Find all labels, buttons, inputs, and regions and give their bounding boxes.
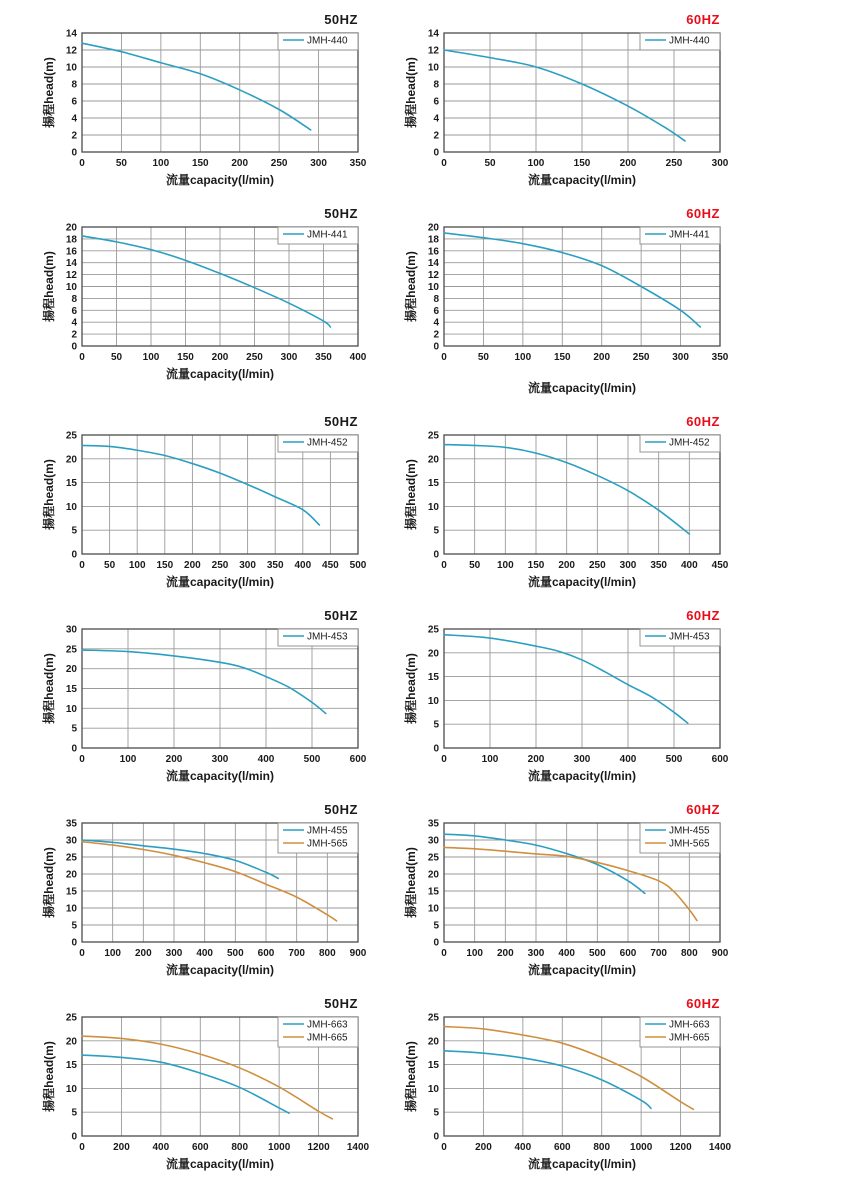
x-axis-label: 流量capacity(l/min)	[527, 1157, 637, 1171]
y-axis-label: 揚程head(m)	[42, 251, 56, 322]
x-tick-label: 1000	[268, 1142, 291, 1153]
x-tick-label: 600	[257, 948, 275, 959]
x-tick-label: 700	[650, 948, 668, 959]
x-tick-label: 300	[165, 948, 183, 959]
x-axis-label: 流量capacity(l/min)	[165, 769, 275, 783]
x-tick-label: 400	[558, 948, 576, 959]
pump-curve-chart	[404, 12, 744, 188]
x-tick-label: 500	[226, 948, 244, 959]
x-tick-label: 800	[680, 948, 698, 959]
y-tick-label: 20	[65, 222, 77, 234]
y-tick-label: 6	[433, 96, 439, 108]
x-tick-label: 900	[349, 948, 367, 959]
plot-border	[82, 33, 358, 152]
y-tick-label: 10	[65, 282, 77, 293]
x-tick-label: 100	[466, 948, 484, 959]
pump-curve-chart	[42, 608, 382, 784]
chart-title-frequency: 50HZ	[324, 802, 358, 817]
x-tick-label: 0	[441, 948, 447, 959]
y-tick-label: 0	[71, 743, 77, 755]
x-tick-label: 300	[711, 158, 729, 169]
x-axis-label: 流量capacity(l/min)	[165, 1157, 275, 1171]
y-tick-label: 0	[71, 341, 77, 353]
y-tick-label: 25	[65, 852, 77, 864]
y-tick-label: 15	[65, 478, 77, 490]
y-axis-label: 揚程head(m)	[42, 57, 56, 128]
y-axis-label: 揚程head(m)	[42, 653, 56, 724]
y-tick-label: 25	[65, 430, 77, 442]
x-tick-label: 250	[665, 158, 683, 169]
x-tick-label: 200	[558, 560, 576, 571]
plot-area	[404, 222, 744, 396]
y-tick-label: 0	[433, 937, 439, 949]
x-tick-label: 0	[79, 158, 85, 169]
y-tick-label: 10	[427, 501, 439, 513]
y-tick-label: 6	[71, 96, 77, 108]
y-tick-label: 5	[433, 1107, 439, 1119]
y-tick-label: 25	[65, 644, 77, 656]
x-tick-label: 200	[211, 352, 229, 363]
pump-curve-jmh-441	[82, 236, 330, 327]
x-tick-label: 50	[477, 352, 489, 363]
x-tick-label: 250	[632, 352, 650, 363]
x-tick-label: 600	[349, 754, 367, 765]
x-tick-label: 100	[496, 560, 514, 571]
x-tick-label: 100	[527, 158, 545, 169]
x-tick-label: 100	[152, 158, 170, 169]
y-tick-label: 0	[433, 1131, 439, 1143]
x-tick-label: 200	[593, 352, 611, 363]
y-tick-label: 0	[433, 743, 439, 755]
pump-curve-chart	[404, 206, 744, 396]
x-tick-label: 900	[711, 948, 729, 959]
x-tick-label: 50	[484, 158, 496, 169]
x-tick-label: 0	[79, 352, 85, 363]
x-tick-label: 500	[588, 948, 606, 959]
pump-curve-jmh-453	[82, 650, 326, 713]
x-tick-label: 1000	[630, 1142, 653, 1153]
x-tick-label: 200	[496, 948, 514, 959]
x-tick-label: 1200	[669, 1142, 692, 1153]
y-tick-label: 10	[427, 903, 439, 915]
legend-label: JMH-440	[669, 35, 710, 47]
pump-curve-chart	[404, 996, 744, 1172]
y-tick-label: 4	[71, 113, 77, 125]
pump-curve-jmh-663	[82, 1055, 289, 1113]
y-tick-label: 20	[427, 1036, 439, 1048]
x-tick-label: 400	[152, 1142, 170, 1153]
chart-title-frequency: 60HZ	[686, 608, 720, 623]
y-tick-label: 20	[427, 869, 439, 881]
x-tick-label: 300	[672, 352, 689, 363]
y-tick-label: 2	[433, 130, 439, 142]
x-tick-label: 100	[128, 560, 146, 571]
x-tick-label: 600	[619, 948, 637, 959]
y-tick-label: 10	[427, 282, 439, 293]
y-tick-label: 16	[65, 246, 77, 258]
y-axis-label: 揚程head(m)	[42, 459, 56, 530]
x-tick-label: 600	[191, 1142, 209, 1153]
y-tick-label: 5	[433, 525, 439, 537]
pump-curve-chart	[42, 12, 382, 188]
y-tick-label: 25	[427, 852, 439, 864]
x-tick-label: 300	[619, 560, 637, 571]
x-tick-label: 350	[315, 352, 332, 363]
x-tick-label: 200	[527, 754, 545, 765]
x-tick-label: 200	[619, 158, 637, 169]
y-tick-label: 0	[433, 147, 439, 159]
x-tick-label: 250	[246, 352, 263, 363]
x-tick-label: 150	[177, 352, 194, 363]
legend-label: JMH-441	[669, 229, 710, 241]
y-tick-label: 10	[65, 501, 77, 513]
pump-curve-jmh-565	[82, 842, 337, 921]
plot-area	[42, 624, 382, 784]
y-tick-label: 10	[65, 62, 77, 74]
legend-label: JMH-663	[669, 1019, 710, 1031]
y-tick-label: 35	[65, 818, 77, 830]
y-tick-label: 0	[433, 341, 439, 353]
pump-curve-chart	[404, 802, 744, 978]
y-tick-label: 25	[427, 1012, 439, 1024]
y-tick-label: 5	[433, 920, 439, 932]
legend-label: JMH-452	[307, 437, 348, 449]
x-tick-label: 150	[573, 158, 591, 169]
pump-curve-jmh-455	[444, 834, 645, 893]
x-tick-label: 0	[79, 560, 85, 571]
x-tick-label: 50	[115, 158, 127, 169]
pump-curve-chart	[42, 414, 382, 590]
x-tick-label: 250	[211, 560, 229, 571]
x-tick-label: 300	[211, 754, 229, 765]
chart-title-frequency: 60HZ	[686, 414, 720, 429]
pump-curve-jmh-455	[82, 840, 278, 878]
pump-curve-chart	[42, 996, 382, 1172]
x-tick-label: 700	[288, 948, 306, 959]
y-tick-label: 15	[427, 672, 439, 684]
y-tick-label: 8	[71, 79, 77, 91]
y-tick-label: 14	[65, 28, 77, 40]
y-tick-label: 5	[71, 1107, 77, 1119]
y-axis-label: 揚程head(m)	[404, 459, 418, 530]
plot-area	[42, 818, 382, 978]
plot-border	[444, 435, 720, 554]
y-tick-label: 16	[427, 246, 439, 258]
x-tick-label: 800	[593, 1142, 611, 1153]
y-tick-label: 10	[65, 1083, 77, 1095]
pump-curve-jmh-452	[82, 445, 319, 524]
x-tick-label: 250	[270, 158, 288, 169]
x-tick-label: 500	[665, 754, 683, 765]
legend-label: JMH-441	[307, 229, 348, 241]
y-tick-label: 2	[71, 329, 77, 341]
chart-title-frequency: 50HZ	[324, 206, 358, 221]
y-tick-label: 4	[433, 113, 439, 125]
x-tick-label: 350	[349, 158, 367, 169]
y-axis-label: 揚程head(m)	[404, 251, 418, 322]
y-tick-label: 15	[427, 1060, 439, 1072]
x-tick-label: 400	[196, 948, 214, 959]
legend-label: JMH-453	[669, 631, 710, 643]
x-tick-label: 400	[514, 1142, 532, 1153]
x-tick-label: 500	[349, 560, 367, 571]
plot-area	[42, 28, 382, 188]
y-tick-label: 15	[65, 1060, 77, 1072]
y-tick-label: 5	[71, 920, 77, 932]
y-tick-label: 18	[427, 234, 439, 246]
y-tick-label: 10	[427, 62, 439, 74]
x-axis-label: 流量capacity(l/min)	[165, 367, 275, 381]
legend-label: JMH-452	[669, 437, 710, 449]
y-tick-label: 15	[65, 684, 77, 695]
pump-curve-chart	[42, 802, 382, 978]
x-tick-label: 800	[318, 948, 336, 959]
pump-curve-jmh-665	[82, 1036, 332, 1119]
x-tick-label: 150	[191, 158, 209, 169]
y-tick-label: 2	[71, 130, 77, 142]
x-axis-label: 流量capacity(l/min)	[527, 381, 637, 395]
plot-area	[42, 430, 382, 590]
y-tick-label: 6	[433, 305, 439, 317]
x-tick-label: 0	[441, 1142, 447, 1153]
x-tick-label: 250	[588, 560, 606, 571]
y-tick-label: 4	[433, 317, 439, 329]
y-tick-label: 15	[65, 886, 77, 898]
y-axis-label: 揚程head(m)	[42, 847, 56, 918]
y-tick-label: 30	[427, 835, 439, 847]
y-tick-label: 10	[427, 1083, 439, 1095]
legend-label: JMH-665	[669, 1032, 710, 1044]
x-tick-label: 100	[119, 754, 137, 765]
x-tick-label: 50	[104, 560, 116, 571]
legend-label: JMH-455	[307, 825, 348, 837]
y-axis-label: 揚程head(m)	[42, 1041, 56, 1112]
plot-area	[404, 818, 744, 978]
x-tick-label: 0	[441, 560, 447, 571]
x-tick-label: 450	[711, 560, 729, 571]
x-tick-label: 100	[104, 948, 122, 959]
x-tick-label: 200	[184, 560, 201, 571]
y-tick-label: 12	[65, 45, 77, 57]
y-tick-label: 0	[71, 1131, 77, 1143]
y-tick-label: 12	[65, 270, 77, 282]
y-tick-label: 10	[65, 703, 77, 715]
y-tick-label: 8	[71, 293, 77, 305]
x-tick-label: 0	[79, 1142, 85, 1153]
x-tick-label: 450	[322, 560, 339, 571]
legend-label: JMH-565	[307, 838, 348, 850]
x-tick-label: 300	[310, 158, 327, 169]
pump-curve-jmh-663	[444, 1051, 651, 1109]
y-axis-label: 揚程head(m)	[404, 1041, 418, 1112]
x-tick-label: 400	[294, 560, 312, 571]
x-axis-label: 流量capacity(l/min)	[527, 769, 637, 783]
x-tick-label: 400	[680, 560, 698, 571]
y-tick-label: 5	[433, 719, 439, 731]
chart-title-frequency: 50HZ	[324, 414, 358, 429]
legend-label: JMH-663	[307, 1019, 348, 1031]
legend-label: JMH-440	[307, 35, 348, 47]
y-tick-label: 8	[433, 293, 439, 305]
plot-area	[42, 1012, 382, 1172]
x-tick-label: 300	[239, 560, 256, 571]
pump-curve-jmh-440	[444, 50, 685, 141]
pump-curve-chart	[42, 206, 382, 396]
y-tick-label: 35	[427, 818, 439, 830]
x-tick-label: 200	[475, 1142, 492, 1153]
x-tick-label: 150	[156, 560, 174, 571]
y-tick-label: 14	[427, 258, 439, 270]
x-tick-label: 300	[527, 948, 545, 959]
y-tick-label: 15	[427, 886, 439, 898]
x-tick-label: 150	[553, 352, 571, 363]
legend-label: JMH-455	[669, 825, 710, 837]
y-tick-label: 5	[71, 525, 77, 537]
x-axis-label: 流量capacity(l/min)	[527, 173, 637, 187]
y-axis-label: 揚程head(m)	[404, 847, 418, 918]
y-tick-label: 10	[65, 903, 77, 915]
x-tick-label: 600	[711, 754, 729, 765]
chart-title-frequency: 50HZ	[324, 996, 358, 1011]
x-tick-label: 400	[349, 352, 367, 363]
x-tick-label: 1400	[708, 1142, 732, 1153]
pump-curve-jmh-440	[82, 43, 311, 130]
x-tick-label: 0	[79, 754, 85, 765]
y-tick-label: 18	[65, 234, 77, 246]
x-tick-label: 400	[619, 754, 637, 765]
x-tick-label: 50	[469, 560, 481, 571]
y-tick-label: 12	[427, 270, 439, 282]
x-tick-label: 300	[280, 352, 298, 363]
y-tick-label: 15	[427, 478, 439, 490]
y-tick-label: 20	[65, 869, 77, 881]
pump-curve-chart	[404, 414, 744, 590]
x-tick-label: 100	[514, 352, 532, 363]
y-tick-label: 6	[71, 305, 77, 317]
chart-title-frequency: 60HZ	[686, 12, 720, 27]
x-tick-label: 200	[231, 158, 249, 169]
y-tick-label: 20	[65, 1036, 77, 1048]
y-axis-label: 揚程head(m)	[404, 57, 418, 128]
y-tick-label: 0	[71, 937, 77, 949]
y-tick-label: 10	[427, 695, 439, 707]
x-tick-label: 150	[527, 560, 545, 571]
x-tick-label: 50	[110, 352, 123, 363]
x-tick-label: 350	[711, 352, 729, 363]
plot-area	[404, 430, 744, 590]
y-axis-label: 揚程head(m)	[404, 653, 418, 724]
x-tick-label: 350	[266, 560, 284, 571]
chart-title-frequency: 50HZ	[324, 12, 358, 27]
x-tick-label: 500	[303, 754, 321, 765]
y-tick-label: 20	[65, 664, 77, 676]
y-tick-label: 14	[65, 258, 77, 270]
x-tick-label: 100	[142, 352, 160, 363]
x-axis-label: 流量capacity(l/min)	[165, 575, 275, 589]
plot-area	[404, 624, 744, 784]
y-tick-label: 14	[427, 28, 439, 40]
chart-title-frequency: 60HZ	[686, 996, 720, 1011]
x-axis-label: 流量capacity(l/min)	[527, 963, 637, 977]
plot-area	[42, 222, 382, 382]
y-tick-label: 25	[427, 624, 439, 636]
legend-label: JMH-453	[307, 631, 348, 643]
pump-curve-jmh-441	[444, 233, 700, 327]
y-tick-label: 0	[71, 147, 77, 159]
y-tick-label: 2	[433, 329, 439, 341]
x-tick-label: 0	[441, 352, 447, 363]
plot-area	[404, 28, 744, 188]
x-tick-label: 0	[441, 754, 447, 765]
x-tick-label: 0	[79, 948, 85, 959]
y-tick-label: 20	[427, 648, 439, 660]
y-tick-label: 12	[427, 45, 439, 57]
y-tick-label: 0	[71, 549, 77, 561]
chart-title-frequency: 60HZ	[686, 802, 720, 817]
x-tick-label: 200	[113, 1142, 130, 1153]
y-tick-label: 25	[65, 1012, 77, 1024]
x-axis-label: 流量capacity(l/min)	[165, 963, 275, 977]
chart-title-frequency: 50HZ	[324, 608, 358, 623]
y-tick-label: 4	[71, 317, 77, 329]
y-tick-label: 8	[433, 79, 439, 91]
y-tick-label: 20	[427, 454, 439, 466]
x-tick-label: 400	[257, 754, 275, 765]
x-tick-label: 350	[650, 560, 668, 571]
x-axis-label: 流量capacity(l/min)	[527, 575, 637, 589]
x-tick-label: 1400	[346, 1142, 370, 1153]
x-tick-label: 600	[553, 1142, 571, 1153]
pump-curve-chart	[404, 608, 744, 784]
x-tick-label: 300	[573, 754, 591, 765]
x-tick-label: 200	[165, 754, 183, 765]
x-tick-label: 1200	[307, 1142, 330, 1153]
x-tick-label: 0	[441, 158, 447, 169]
pump-curve-jmh-453	[444, 635, 688, 724]
legend-label: JMH-565	[669, 838, 710, 850]
y-tick-label: 0	[433, 549, 439, 561]
y-tick-label: 20	[65, 454, 77, 466]
x-axis-label: 流量capacity(l/min)	[165, 173, 275, 187]
plot-area	[404, 1012, 744, 1172]
legend-label: JMH-665	[307, 1032, 348, 1044]
x-tick-label: 200	[134, 948, 152, 959]
y-tick-label: 30	[65, 624, 77, 636]
x-tick-label: 800	[231, 1142, 249, 1153]
y-tick-label: 25	[427, 430, 439, 442]
y-tick-label: 30	[65, 835, 77, 847]
y-tick-label: 5	[71, 723, 77, 735]
x-tick-label: 100	[481, 754, 499, 765]
y-tick-label: 20	[427, 222, 439, 234]
chart-title-frequency: 60HZ	[686, 206, 720, 221]
